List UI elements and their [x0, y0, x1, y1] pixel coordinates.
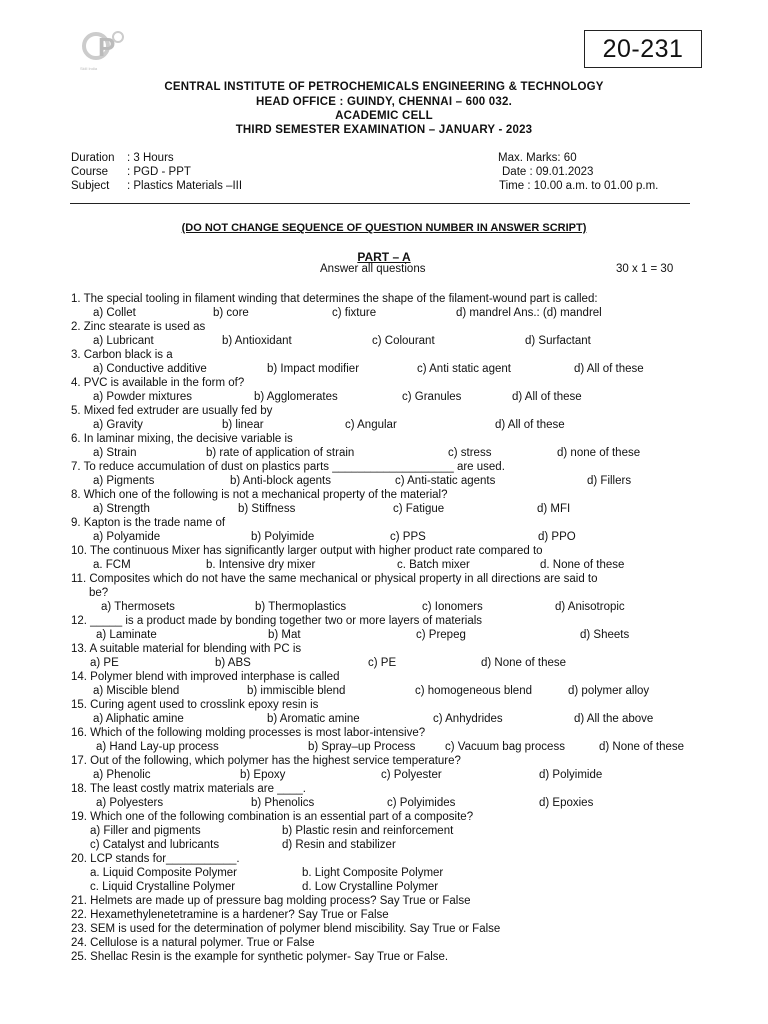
question-text: 14. Polymer blend with improved interphase is called — [71, 671, 340, 683]
option-c: c) Angular — [345, 419, 397, 431]
institute-logo — [74, 28, 130, 74]
option-d: d) polymer alloy — [568, 685, 650, 697]
course-value: : PGD - PPT — [127, 166, 191, 178]
subject-value: : Plastics Materials –III — [127, 180, 243, 192]
subject-label: Subject — [71, 180, 110, 192]
question-text: 25. Shellac Resin is the example for synthetic polymer- Say True or False. — [71, 951, 449, 963]
option-b: b) Thermoplastics — [255, 601, 347, 613]
option-c: c) PPS — [390, 531, 426, 543]
option-a: a) PE — [90, 657, 119, 669]
question-text: 2. Zinc stearate is used as — [71, 321, 206, 333]
option-d: d) Surfactant — [525, 335, 591, 347]
option-d: d) None of these — [481, 657, 567, 669]
option-a: a) Thermosets — [101, 601, 175, 613]
head-office: HEAD OFFICE : GUINDY, CHENNAI – 600 032. — [256, 96, 512, 108]
option-b: b) immiscible blend — [247, 685, 346, 697]
option-b: b) Antioxidant — [222, 335, 292, 347]
option-c: c) Anti static agent — [417, 363, 511, 375]
option-d: d) Resin and stabilizer — [282, 839, 396, 851]
option-a: a) Miscible blend — [93, 685, 180, 697]
academic-cell: ACADEMIC CELL — [335, 110, 433, 122]
option-b: b. Light Composite Polymer — [302, 867, 444, 879]
option-a: a) Strain — [93, 447, 137, 459]
option-d: d) All of these — [495, 419, 565, 431]
instruction-note: (DO NOT CHANGE SEQUENCE OF QUESTION NUMBER IN ANSWER SCRIPT) — [181, 222, 587, 234]
exam-title: THIRD SEMESTER EXAMINATION – JANUARY - 2023 — [235, 124, 533, 136]
option-d: d) Sheets — [580, 629, 630, 641]
question-text: 5. Mixed fed extruder are usually fed by — [71, 405, 273, 417]
question-text: 21. Helmets are made up of pressure bag molding process? Say True or False — [71, 895, 471, 907]
option-c: c) Anhydrides — [433, 713, 503, 725]
question-text: 13. A suitable material for blending with PC is — [71, 643, 302, 655]
option-b: b) Stiffness — [238, 503, 296, 515]
question-text: 16. Which of the following molding processes is most labor-intensive? — [71, 727, 426, 739]
option-a: a) Conductive additive — [93, 363, 207, 375]
option-a: a) Polyesters — [96, 797, 164, 809]
option-b: b) rate of application of strain — [206, 447, 355, 459]
option-a: a) Phenolic — [93, 769, 151, 781]
question-text: 24. Cellulose is a natural polymer. True or False — [71, 937, 315, 949]
option-c: c) Polyimides — [387, 797, 456, 809]
option-c: c. Liquid Crystalline Polymer — [90, 881, 236, 893]
option-c: c) Polyester — [381, 769, 442, 781]
option-d: d) Fillers — [587, 475, 632, 487]
question-text: 9. Kapton is the trade name of — [71, 517, 226, 529]
question-text: 6. In laminar mixing, the decisive variable is — [71, 433, 293, 445]
question-text: 11. Composites which do not have the same mechanical or physical property in all directions are said to — [71, 573, 598, 585]
option-c: c. Batch mixer — [397, 559, 470, 571]
question-text: 3. Carbon black is a — [71, 349, 173, 361]
option-d: d. Low Crystalline Polymer — [302, 881, 439, 893]
question-text: 4. PVC is available in the form of? — [71, 377, 245, 389]
option-a: a) Hand Lay-up process — [96, 741, 219, 753]
question-text: 18. The least costly matrix materials are ____. — [71, 783, 307, 795]
option-a: a) Gravity — [93, 419, 143, 431]
option-a: a) Filler and pigments — [90, 825, 201, 837]
option-b: b) core — [213, 307, 249, 319]
option-c: c) Catalyst and lubricants — [90, 839, 220, 851]
logo-caption: Skill India — [80, 66, 98, 71]
option-d: d) MFI — [537, 503, 571, 515]
option-b: b) Impact modifier — [267, 363, 360, 375]
part-instruction: Answer all questions — [320, 263, 426, 275]
question-text: 7. To reduce accumulation of dust on plastics parts ___________________ are used. — [71, 461, 505, 473]
question-text: 22. Hexamethylenetetramine is a hardener? Say True or False — [71, 909, 389, 921]
option-c: c) stress — [448, 447, 492, 459]
exam-date: Date : 09.01.2023 — [502, 166, 594, 178]
option-d: d) All the above — [574, 713, 654, 725]
option-a: a) Pigments — [93, 475, 155, 487]
question-text: 10. The continuous Mixer has significantly larger output with higher product rate compared to — [71, 545, 543, 557]
option-a: a) Laminate — [96, 629, 157, 641]
course-label: Course — [71, 166, 109, 178]
option-d: d) mandrel Ans.: (d) mandrel — [456, 307, 602, 319]
option-d: d. None of these — [540, 559, 625, 571]
option-a: a) Powder mixtures — [93, 391, 193, 403]
option-d: d) None of these — [599, 741, 685, 753]
duration-value: : 3 Hours — [127, 152, 174, 164]
option-c: c) Colourant — [372, 335, 435, 347]
question-text-continued: be? — [89, 587, 109, 599]
option-c: c) Ionomers — [422, 601, 483, 613]
exam-time: Time : 10.00 a.m. to 01.00 p.m. — [499, 180, 659, 192]
option-b: b) Anti-block agents — [230, 475, 332, 487]
option-c: c) Granules — [402, 391, 462, 403]
option-b: b) Epoxy — [240, 769, 286, 781]
option-b: b) linear — [222, 419, 264, 431]
question-text: 1. The special tooling in filament winding that determines the shape of the filament-wound part is called: — [71, 293, 598, 305]
question-text: 19. Which one of the following combination is an essential part of a composite? — [71, 811, 474, 823]
option-a: a) Collet — [93, 307, 136, 319]
question-text: 8. Which one of the following is not a mechanical property of the material? — [71, 489, 448, 501]
option-b: b. Intensive dry mixer — [206, 559, 316, 571]
option-b: b) Polyimide — [251, 531, 315, 543]
option-c: c) Prepeg — [416, 629, 466, 641]
max-marks: Max. Marks: 60 — [498, 152, 577, 164]
question-text: 23. SEM is used for the determination of polymer blend miscibility. Say True or False — [71, 923, 501, 935]
option-a: a) Lubricant — [93, 335, 154, 347]
header-divider — [70, 203, 690, 204]
option-a: a) Strength — [93, 503, 150, 515]
option-c: c) fixture — [332, 307, 377, 319]
svg-text:P: P — [98, 32, 116, 62]
option-d: d) Anisotropic — [555, 601, 625, 613]
option-d: d) none of these — [557, 447, 641, 459]
option-a: a. FCM — [93, 559, 131, 571]
option-c: c) Fatigue — [393, 503, 445, 515]
option-b: b) ABS — [215, 657, 251, 669]
option-b: b) Plastic resin and reinforcement — [282, 825, 454, 837]
option-d: d) Polyimide — [539, 769, 603, 781]
institute-name: CENTRAL INSTITUTE OF PETROCHEMICALS ENGINEERING & TECHNOLOGY — [164, 81, 604, 93]
part-title: PART – A — [357, 250, 411, 264]
duration-label: Duration — [71, 152, 115, 164]
option-c: c) Anti-static agents — [395, 475, 496, 487]
option-b: b) Phenolics — [251, 797, 315, 809]
option-c: c) Vacuum bag process — [445, 741, 565, 753]
question-text: 15. Curing agent used to crosslink epoxy resin is — [71, 699, 319, 711]
question-text: 17. Out of the following, which polymer has the highest service temperature? — [71, 755, 461, 767]
part-marks: 30 x 1 = 30 — [616, 263, 674, 275]
question-text: 20. LCP stands for___________. — [71, 853, 240, 865]
option-d: d) All of these — [574, 363, 644, 375]
option-b: b) Spray–up Process — [308, 741, 416, 753]
option-a: a) Polyamide — [93, 531, 161, 543]
option-b: b) Mat — [268, 629, 301, 641]
option-c: c) PE — [368, 657, 397, 669]
option-b: b) Agglomerates — [254, 391, 338, 403]
option-a: a. Liquid Composite Polymer — [90, 867, 238, 879]
option-a: a) Aliphatic amine — [93, 713, 184, 725]
paper-code: 20-231 — [584, 30, 702, 68]
option-d: d) Epoxies — [539, 797, 594, 809]
option-c: c) homogeneous blend — [415, 685, 532, 697]
option-b: b) Aromatic amine — [267, 713, 360, 725]
question-text: 12. _____ is a product made by bonding together two or more layers of materials — [71, 615, 483, 627]
option-d: d) PPO — [538, 531, 576, 543]
option-d: d) All of these — [512, 391, 582, 403]
